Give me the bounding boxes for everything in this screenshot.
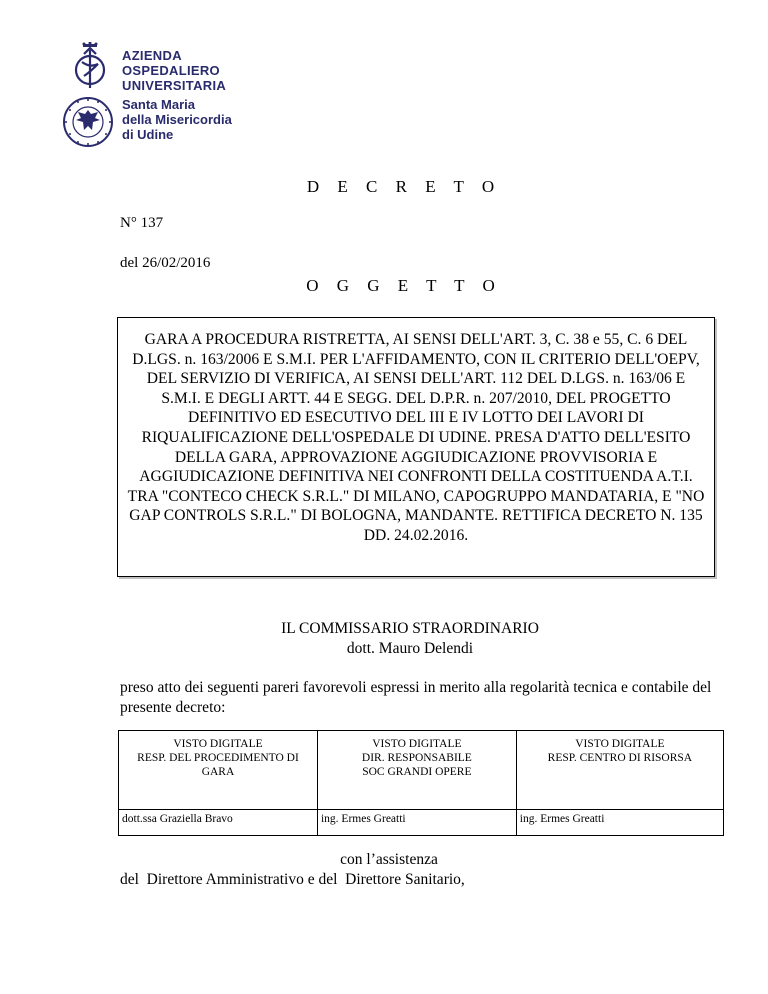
visto-signer-cell: dott.ssa Graziella Bravo	[119, 810, 318, 836]
visto-header-line: VISTO DIGITALE	[173, 738, 263, 750]
hospital-line: di Udine	[122, 127, 174, 142]
preso-atto-paragraph: preso atto dei seguenti pareri favorevoli espressi in merito alla regolarità tecnica e contabile del presente decreto:	[120, 679, 712, 716]
hospital-line: della Misericordia	[122, 112, 232, 127]
organization-name	[122, 48, 226, 93]
table-row	[119, 731, 724, 810]
table-row	[119, 810, 724, 836]
commissario-title: IL COMMISSARIO STRAORDINARIO	[281, 620, 539, 637]
visto-header-line: DIR. RESPONSABILE	[361, 752, 472, 764]
subject-box	[117, 317, 715, 577]
visto-header-line: GARA	[201, 766, 235, 778]
visto-header-line: VISTO DIGITALE	[372, 738, 462, 750]
org-line: UNIVERSITARIA	[122, 78, 227, 93]
decree-date: del 26/02/2016	[120, 255, 211, 271]
caduceus-emblem-icon	[66, 42, 114, 90]
org-line: OSPEDALIERO	[122, 63, 220, 78]
assistance-line: con l’assistenza	[340, 851, 438, 868]
visto-header-line: RESP. DEL PROCEDIMENTO DI	[137, 752, 299, 764]
visto-signer-cell: ing. Ermes Greatti	[317, 810, 516, 836]
commissario-name: dott. Mauro Delendi	[346, 640, 474, 657]
visto-header-cell	[317, 731, 516, 810]
visto-header-cell	[119, 731, 318, 810]
document-title: D E C R E T O	[306, 177, 502, 196]
subject-heading: O G G E T T O	[306, 276, 502, 295]
visto-header-line: SOC GRANDI OPERE	[362, 766, 472, 778]
subject-text: GARA A PROCEDURA RISTRETTA, AI SENSI DELL'ART. 3, C. 38 e 55, C. 6 DEL D.LGS. n. 163/2006 E S.M.I. PER L'AFFIDAMENTO, CON IL CRITERIO DELL'OEPV, DEL SERVIZIO DI VERIFICA, AI SENSI DELL'ART. 112 DEL D.LGS. n. 163/06 E S.M.I. E DEGLI ARTT. 44 E SEGG. DEL D.P.R. n. 207/2010, DEL PROGETTO DEFINITIVO ED ESECUTIVO DEL III E IV LOTTO DEI LAVORI DI RIQUALIFICAZIONE DELL'OSPEDALE DI UDINE. PRESA D'ATTO DELL'ESITO DELLA GARA, APPROVAZIONE AGGIUDICAZIONE PROVVISORIA E AGGIUDICAZIONE DEFINITIVA NEI CONFRONTI DELLA COSTITUENDA A.T.I. TRA "CONTECO CHECK S.R.L." DI MILANO, CAPOGRUPPO MANDATARIA, E "NO GAP CONTROLS S.R.L." DI BOLOGNA, MANDANTE. RETTIFICA DECRETO N. 135 DD. 24.02.2016.	[127, 331, 705, 544]
directors-line: del Direttore Amministrativo e del Direttore Sanitario,	[120, 871, 465, 888]
visto-signer-cell: ing. Ermes Greatti	[516, 810, 723, 836]
visto-header-cell	[516, 731, 723, 810]
university-eagle-seal-icon	[62, 96, 114, 148]
hospital-logo	[62, 40, 282, 170]
commissario-block	[0, 619, 768, 659]
visti-table	[118, 730, 724, 836]
visto-header-line: RESP. CENTRO DI RISORSA	[547, 752, 693, 764]
hospital-line: Santa Maria	[122, 97, 195, 112]
decree-number: N° 137	[120, 215, 164, 231]
visto-header-line: VISTO DIGITALE	[575, 738, 665, 750]
hospital-name	[122, 97, 232, 142]
org-line: AZIENDA	[122, 48, 182, 63]
